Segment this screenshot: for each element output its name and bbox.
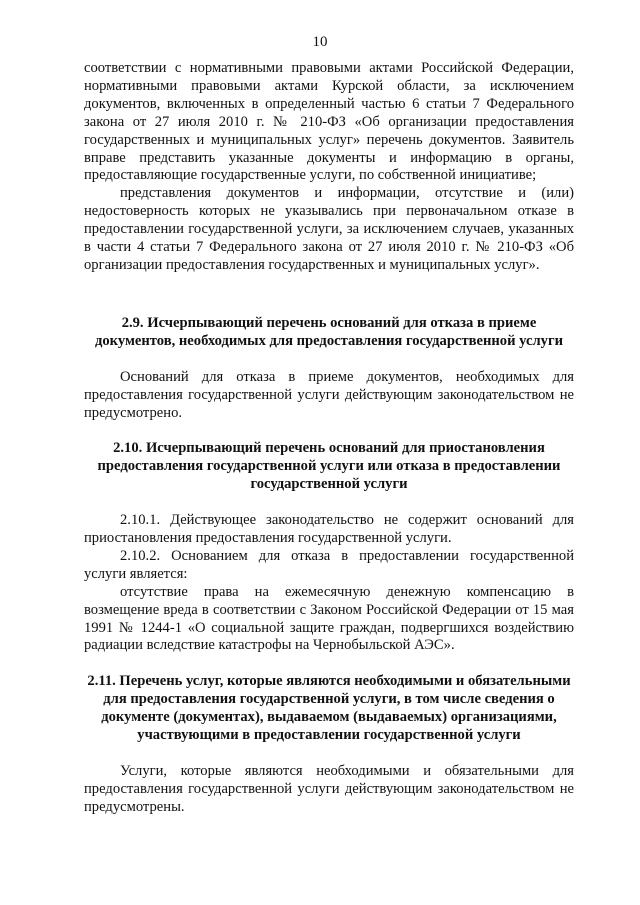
page-number: 10 bbox=[312, 34, 328, 50]
paragraph-second-ground: представления документов и информации, отсутствие и (или) недостоверность которых не указывались при первоначальном отказе в предоставлении государственной услуги, за исключением случаев, указанных в части 4 статьи 7 Федерального закона от 27 июля 2010 г. № 210-ФЗ «Об организации предоставления государственных и муниципальных услуг». bbox=[84, 185, 574, 273]
paragraph-continuation: соответствии с нормативными правовыми актами Российской Федерации, нормативными правовыми актами Курской области, за исключением документов, включенных в определенный частью 6 статьи 7 Федерального закона от 27 июля 2010 г. № 210-ФЗ «Об организации предоставления государственных и муниципальных услуг» перечень документов. Заявитель вправе представить указанные документы и информацию в органы, предоставляющие государственные услуги, по собственной инициативе; bbox=[84, 60, 574, 184]
paragraph-2-10-2: 2.10.2. Основанием для отказа в предоставлении государственной услуги является: bbox=[84, 547, 574, 582]
paragraph-2-10-1: 2.10.1. Действующее законодательство не содержит оснований для приостановления предоставления государственной услуги. bbox=[84, 512, 574, 547]
section-heading-2-10: 2.10. Исчерпывающий перечень оснований для приостановления предоставления государственной услуги или отказа в предоставлении государственной услуги bbox=[97, 440, 561, 493]
paragraph-2-9-body: Оснований для отказа в приеме документов, необходимых для предоставления государственной услуги действующим законодательством не предусмотрено. bbox=[84, 368, 574, 421]
section-heading-2-9: 2.9. Исчерпывающий перечень оснований для отказа в приеме документов, необходимых для предоставления государственной услуги bbox=[95, 314, 563, 349]
paragraph-2-11-body: Услуги, которые являются необходимыми и обязательными для предоставления государственной услуги действующим законодательством не предусмотрены. bbox=[84, 763, 574, 815]
paragraph-refusal-ground: отсутствие права на ежемесячную денежную компенсацию в возмещение вреда в соответствии с Законом Российской Федерации от 15 мая 1991 № 1244-1 «О социальной защите граждан, подвергшихся воздействию радиации вследствие катастрофы на Чернобыльской АЭС». bbox=[84, 583, 574, 654]
section-heading-2-11: 2.11. Перечень услуг, которые являются необходимыми и обязательными для предоставления государственной услуги, в том числе сведения о документе (документах), выдаваемом (выдаваемых) организациями, участвующими в предоставлении государственной услуги bbox=[87, 673, 571, 744]
document-body bbox=[84, 60, 574, 817]
